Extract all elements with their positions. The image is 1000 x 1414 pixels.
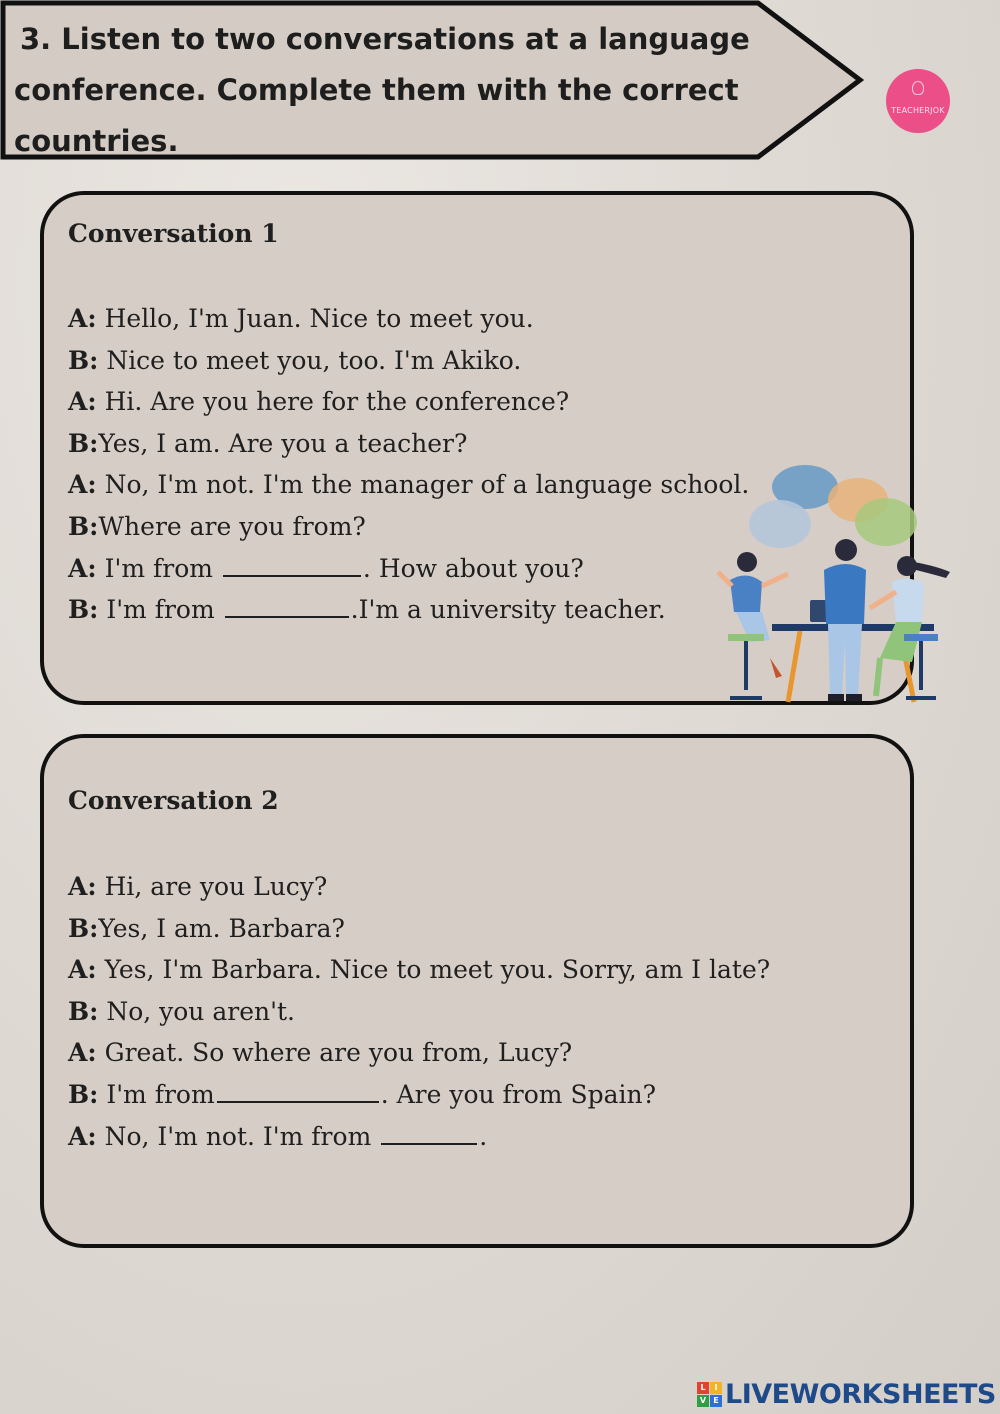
speaker-label: A: bbox=[68, 1038, 97, 1068]
liveworksheets-mark-icon: L I V E bbox=[697, 1382, 723, 1408]
line-text-before: No, I'm not. I'm from bbox=[104, 1121, 372, 1151]
line-text: Hi. Are you here for the conference? bbox=[104, 387, 570, 417]
dialogue-line bbox=[68, 1032, 770, 1074]
line-text-before: I'm from bbox=[106, 1079, 215, 1109]
teacher-logo-text: TEACHERJOK bbox=[891, 106, 945, 115]
line-text: Yes, I am. Barbara? bbox=[98, 913, 345, 943]
speaker-label: B: bbox=[68, 595, 99, 625]
dialogue-line bbox=[68, 340, 749, 382]
instruction-text bbox=[14, 14, 834, 167]
liveworksheets-wordmark: LIVEWORKSHEETS bbox=[725, 1379, 996, 1410]
line-text-after: . How about you? bbox=[362, 553, 584, 583]
conversation-2-lines bbox=[68, 866, 770, 1157]
dialogue-line bbox=[68, 949, 770, 991]
answer-blank-2[interactable] bbox=[225, 594, 349, 618]
speaker-label: A: bbox=[68, 872, 97, 901]
speaker-label: A: bbox=[68, 304, 97, 333]
conversation-1-title: Conversation 1 bbox=[68, 219, 279, 248]
line-text-before: I'm from bbox=[104, 553, 213, 583]
instruction-banner bbox=[0, 0, 870, 162]
conversation-2-title: Conversation 2 bbox=[68, 786, 279, 815]
speaker-label: B: bbox=[68, 996, 99, 1026]
dialogue-line bbox=[68, 1116, 770, 1158]
speaker-label: A: bbox=[68, 553, 97, 583]
meeting-illustration bbox=[700, 462, 960, 710]
speaker-label: B: bbox=[68, 428, 99, 458]
speaker-label: A: bbox=[68, 387, 97, 417]
dialogue-line bbox=[68, 423, 749, 465]
answer-blank-1[interactable] bbox=[223, 553, 361, 577]
line-text-after: . bbox=[479, 1121, 488, 1151]
line-text-after: . Are you from Spain? bbox=[380, 1079, 656, 1109]
speaker-label: A: bbox=[68, 955, 97, 985]
speaker-label: B: bbox=[68, 345, 99, 375]
speaker-label: A: bbox=[68, 1121, 97, 1151]
line-text: Hi, are you Lucy? bbox=[104, 872, 328, 901]
line-text: Where are you from? bbox=[98, 511, 366, 541]
dialogue-line bbox=[68, 908, 770, 950]
line-text: Great. So where are you from, Lucy? bbox=[104, 1038, 573, 1068]
dialogue-line bbox=[68, 381, 749, 423]
line-text-after: .I'm a university teacher. bbox=[350, 595, 666, 625]
instruction-line-1: 3. Listen to two conversations at a language bbox=[20, 22, 750, 56]
speaker-label: B: bbox=[68, 1079, 99, 1109]
dialogue-line bbox=[68, 991, 770, 1033]
dialogue-line bbox=[68, 866, 770, 908]
teacher-logo bbox=[886, 69, 950, 133]
speaker-label: B: bbox=[68, 913, 99, 943]
liveworksheets-logo bbox=[697, 1378, 997, 1410]
lightbulb-icon bbox=[912, 81, 924, 95]
line-text: Yes, I am. Are you a teacher? bbox=[98, 428, 468, 458]
dialogue-line bbox=[68, 548, 749, 590]
dialogue-line bbox=[68, 589, 749, 631]
conversation-2-card bbox=[40, 734, 914, 1248]
dialogue-line bbox=[68, 1074, 770, 1116]
line-text-before: I'm from bbox=[106, 595, 215, 625]
dialogue-line bbox=[68, 298, 749, 340]
line-text: Hello, I'm Juan. Nice to meet you. bbox=[104, 304, 534, 333]
conversation-1-lines bbox=[68, 298, 749, 631]
speaker-label: B: bbox=[68, 511, 99, 541]
answer-blank-4[interactable] bbox=[381, 1121, 477, 1145]
line-text: Yes, I'm Barbara. Nice to meet you. Sorry, am I late? bbox=[104, 955, 771, 985]
line-text: No, I'm not. I'm the manager of a language school. bbox=[104, 470, 750, 500]
answer-blank-3[interactable] bbox=[217, 1079, 379, 1103]
dialogue-line bbox=[68, 464, 749, 506]
line-text: No, you aren't. bbox=[106, 996, 295, 1026]
speaker-label: A: bbox=[68, 470, 97, 500]
instruction-line-2: conference. Complete them with the correct countries. bbox=[14, 73, 739, 158]
dialogue-line bbox=[68, 506, 749, 548]
line-text: Nice to meet you, too. I'm Akiko. bbox=[106, 345, 522, 375]
